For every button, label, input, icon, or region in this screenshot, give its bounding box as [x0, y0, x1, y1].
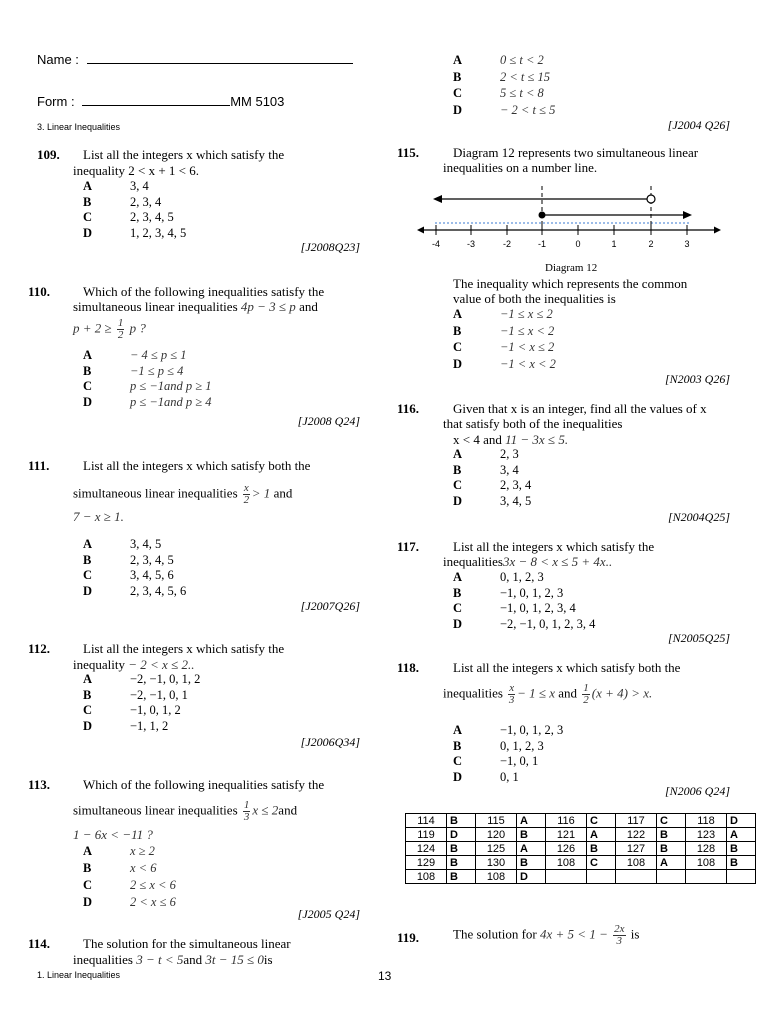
question-ref: [J2008Q23] — [300, 240, 360, 254]
option-c: C 5 ≤ t < 8 — [453, 86, 544, 100]
options-115 — [453, 307, 556, 373]
question-number: 111. — [28, 458, 50, 473]
question-math: p + 2 ≥ $\frac{1}{2}$ p ? — [73, 317, 146, 341]
option-d: D − 2 < t ≤ 5 — [453, 102, 556, 117]
table-row — [406, 828, 756, 842]
answer-table — [405, 813, 756, 884]
question-ref: [J2004 Q26] — [667, 118, 730, 132]
answer-cell: A — [517, 814, 546, 828]
filled-circle — [539, 212, 546, 219]
answer-cell: A — [727, 828, 756, 842]
option-c: C −1, 0, 1, 2 — [83, 703, 181, 717]
option-c: C p ≤ −1and p ≥ 1 — [83, 379, 212, 393]
question-number-cell: 114 — [406, 814, 447, 828]
question-number: 119. — [397, 930, 420, 945]
question-number: 114. — [28, 936, 51, 951]
question-text: inequalities3x − 8 < x ≤ 5 + 4x.. — [443, 554, 613, 569]
arrow-left-icon — [433, 195, 442, 203]
name-blank — [87, 51, 353, 64]
tick-label: 1 — [611, 239, 617, 249]
option-c: C −1, 0, 1, 2, 3, 4 — [453, 601, 576, 615]
option-c: C −1 < x ≤ 2 — [453, 340, 555, 354]
question-number-cell — [686, 870, 727, 884]
open-circle — [647, 195, 655, 203]
question-number-cell: 122 — [616, 828, 657, 842]
option-a: A −1 ≤ x ≤ 2 — [453, 307, 553, 321]
question-number-cell: 130 — [476, 856, 517, 870]
option-a: A x ≥ 2 — [83, 844, 155, 858]
question-number: 110. — [28, 284, 51, 299]
question-number-cell: 126 — [546, 842, 587, 856]
option-d: D −2, −1, 0, 1, 2, 3, 4 — [453, 616, 596, 631]
form-field — [37, 93, 284, 109]
options-117 — [453, 570, 595, 632]
fraction: $\frac{1}{2}$ — [117, 317, 124, 341]
fraction: $\frac{x}{3}$ — [508, 682, 515, 706]
tick-label: 2 — [648, 239, 654, 249]
tick-label: 3 — [684, 239, 690, 249]
answer-cell: B — [447, 870, 476, 884]
option-b: B −2, −1, 0, 1 — [83, 687, 188, 702]
fraction: $\frac{1}{2}$ — [583, 682, 589, 706]
question-text: The inequality which represents the common — [453, 276, 688, 291]
question-text: Which of the following inequalities satisfy the — [83, 284, 325, 299]
option-d: D −1, 1, 2 — [83, 718, 169, 733]
question-text: List all the integers x which satisfy the — [83, 147, 285, 162]
question-number-cell: 115 — [476, 814, 517, 828]
answer-cell: B — [657, 842, 686, 856]
question-math: 1 − 6x < −11 ? — [73, 827, 153, 842]
question-number-cell: 128 — [686, 842, 727, 856]
answer-cell: A — [587, 828, 616, 842]
answer-cell — [657, 870, 686, 884]
option-d: D −1 < x < 2 — [453, 356, 556, 371]
option-d: D 3, 4, 5 — [453, 493, 532, 508]
tick-label: -1 — [537, 239, 547, 249]
option-d: D 0, 1 — [453, 769, 519, 784]
option-b: B 0, 1, 2, 3 — [453, 738, 544, 753]
option-d: D 2, 3, 4, 5, 6 — [83, 583, 187, 598]
form-code: MM 5103 — [230, 94, 285, 109]
question-text: simultaneous linear inequalities $\frac{1}{3}$ x ≤ 2and — [73, 799, 298, 823]
answer-cell: A — [517, 842, 546, 856]
tick-label: -4 — [431, 239, 441, 249]
question-number: 116. — [397, 401, 420, 416]
table-row — [406, 842, 756, 856]
option-b: B 3, 4 — [453, 462, 519, 477]
option-a: A 0 ≤ t < 2 — [453, 53, 544, 67]
option-c: C 3, 4, 5, 6 — [83, 568, 174, 582]
answer-cell: D — [727, 814, 756, 828]
options-116 — [453, 447, 531, 509]
table-row — [406, 856, 756, 870]
section-heading: 3. Linear Inequalities — [37, 122, 121, 132]
footer-section: 1. Linear Inequalities — [37, 970, 121, 980]
question-ref: [N2006 Q24] — [664, 784, 730, 798]
question-ref: [J2006Q34] — [300, 735, 360, 749]
question-number-cell: 118 — [686, 814, 727, 828]
question-text: simultaneous linear inequalities $\frac{x}{2}$ > 1 and — [73, 482, 293, 506]
question-number-cell: 127 — [616, 842, 657, 856]
question-ref: [N2005Q25] — [667, 631, 730, 645]
axis-arrow-left — [417, 227, 424, 234]
table-row — [406, 814, 756, 828]
question-number-cell: 108 — [686, 856, 727, 870]
option-a: A 3, 4 — [83, 179, 149, 193]
table-row — [406, 870, 756, 884]
tick-label: -3 — [466, 239, 476, 249]
axis-arrow-right — [714, 227, 721, 234]
option-a: A 3, 4, 5 — [83, 537, 162, 551]
question-number-cell: 120 — [476, 828, 517, 842]
option-b: B −1 ≤ x < 2 — [453, 323, 555, 338]
answer-cell: B — [727, 856, 756, 870]
arrow-right-icon — [683, 211, 692, 219]
page-number: 13 — [378, 969, 392, 983]
name-field — [37, 51, 353, 67]
answer-cell — [587, 870, 616, 884]
number-line-diagram — [415, 183, 725, 258]
option-b: B 2, 3, 4, 5 — [83, 552, 174, 567]
option-a: A 2, 3 — [453, 447, 519, 461]
tick-label: -2 — [502, 239, 512, 249]
answer-cell: B — [447, 856, 476, 870]
question-text: x < 4 and 11 − 3x ≤ 5. — [453, 432, 569, 447]
answer-cell: D — [447, 828, 476, 842]
fraction: $\frac{1}{3}$ — [243, 799, 250, 823]
question-number-cell: 108 — [476, 870, 517, 884]
question-text: Given that x is an integer, find all the values of x — [453, 401, 707, 416]
question-number-cell: 125 — [476, 842, 517, 856]
question-number-cell: 108 — [616, 856, 657, 870]
option-d: D 1, 2, 3, 4, 5 — [83, 225, 187, 240]
question-number-cell: 117 — [616, 814, 657, 828]
fraction: $\frac{2x}{3}$ — [614, 923, 625, 947]
options-109 — [83, 179, 186, 241]
question-number: 118. — [397, 660, 420, 675]
option-a: A −2, −1, 0, 1, 2 — [83, 672, 201, 686]
question-ref: [N2004Q25] — [667, 510, 730, 524]
option-a: A −1, 0, 1, 2, 3 — [453, 723, 564, 737]
question-number-cell: 121 — [546, 828, 587, 842]
question-text: The solution for 4x + 5 < 1 − $\frac{2x}{3}$ is — [453, 923, 640, 947]
answer-cell: B — [517, 856, 546, 870]
question-text: List all the integers x which satisfy both the — [83, 458, 311, 473]
question-ref: [J2005 Q24] — [297, 907, 360, 921]
option-b: B −1, 0, 1, 2, 3 — [453, 585, 564, 600]
answer-cell: C — [587, 856, 616, 870]
question-text: Diagram 12 represents two simultaneous linear — [453, 145, 699, 160]
option-c: C 2 ≤ x < 6 — [83, 878, 176, 892]
question-number: 113. — [28, 777, 51, 792]
question-number-cell — [546, 870, 587, 884]
question-number-cell: 123 — [686, 828, 727, 842]
answer-cell: B — [447, 814, 476, 828]
option-b: B 2 < t ≤ 15 — [453, 69, 551, 84]
question-number: 112. — [28, 641, 51, 656]
question-text: List all the integers x which satisfy the — [453, 539, 655, 554]
answer-cell: B — [447, 842, 476, 856]
question-text: value of both the inequalities is — [453, 291, 616, 306]
question-number-cell: 108 — [406, 870, 447, 884]
question-text: inequalities 3 − t < 5and 3t − 15 ≤ 0is — [73, 952, 273, 967]
option-c: C 2, 3, 4, 5 — [83, 210, 174, 224]
question-math: 7 − x ≥ 1. — [73, 509, 124, 524]
answer-cell: B — [657, 828, 686, 842]
question-text: List all the integers x which satisfy the — [83, 641, 285, 656]
options-118 — [453, 723, 563, 785]
option-b: B 2, 3, 4 — [83, 194, 162, 209]
question-ref: [J2007Q26] — [300, 599, 360, 613]
options-110 — [83, 348, 212, 410]
question-number: 115. — [397, 145, 420, 160]
option-a: A − 4 ≤ p ≤ 1 — [83, 348, 187, 362]
answer-cell: B — [517, 828, 546, 842]
option-b: B −1 ≤ p ≤ 4 — [83, 363, 184, 378]
question-text: List all the integers x which satisfy both the — [453, 660, 681, 675]
answer-cell: C — [587, 814, 616, 828]
option-d: D 2 < x ≤ 6 — [83, 895, 176, 909]
question-text: The solution for the simultaneous linear — [83, 936, 291, 951]
options-111 — [83, 537, 186, 599]
option-b: B x < 6 — [83, 861, 157, 875]
name-label: Name : — [37, 52, 79, 67]
question-number-cell: 108 — [546, 856, 587, 870]
question-text: that satisfy both of the inequalities — [443, 416, 623, 431]
question-text: simultaneous linear inequalities 4p − 3 ≤ p and — [73, 299, 318, 314]
answer-cell: D — [517, 870, 546, 884]
question-number: 109. — [37, 147, 60, 162]
question-number: 117. — [397, 539, 420, 554]
tick-label: 0 — [575, 239, 581, 249]
option-d: D p ≤ −1and p ≥ 4 — [83, 394, 212, 409]
question-number-cell: 129 — [406, 856, 447, 870]
question-text: inequality − 2 < x ≤ 2.. — [73, 657, 195, 672]
question-text: inequalities on a number line. — [443, 160, 598, 175]
option-c: C 2, 3, 4 — [453, 478, 532, 492]
question-ref: [N2003 Q26] — [664, 372, 730, 386]
option-a: A 0, 1, 2, 3 — [453, 570, 544, 584]
fraction: $\frac{x}{2}$ — [243, 482, 250, 506]
question-text: Which of the following inequalities satisfy the — [83, 777, 325, 792]
form-blank — [82, 93, 230, 106]
diagram-caption: Diagram 12 — [545, 262, 598, 274]
answer-cell: A — [657, 856, 686, 870]
question-ref: [J2008 Q24] — [297, 414, 360, 428]
answer-cell: B — [727, 842, 756, 856]
question-number-cell: 119 — [406, 828, 447, 842]
answer-cell: B — [587, 842, 616, 856]
option-c: C −1, 0, 1 — [453, 754, 539, 768]
answer-cell — [727, 870, 756, 884]
options-113 — [83, 844, 176, 912]
options-112 — [83, 672, 200, 734]
question-number-cell: 116 — [546, 814, 587, 828]
question-number-cell — [616, 870, 657, 884]
form-label: Form : — [37, 94, 75, 109]
question-text: inequality 2 < x + 1 < 6. — [73, 163, 199, 178]
options-114 — [453, 53, 555, 119]
question-number-cell: 124 — [406, 842, 447, 856]
question-text: inequalities $\frac{x}{3}$ − 1 ≤ x and $\frac{1}{2}$ (x + 4) > x. — [443, 682, 653, 706]
answer-table-body — [406, 814, 756, 884]
answer-cell: C — [657, 814, 686, 828]
